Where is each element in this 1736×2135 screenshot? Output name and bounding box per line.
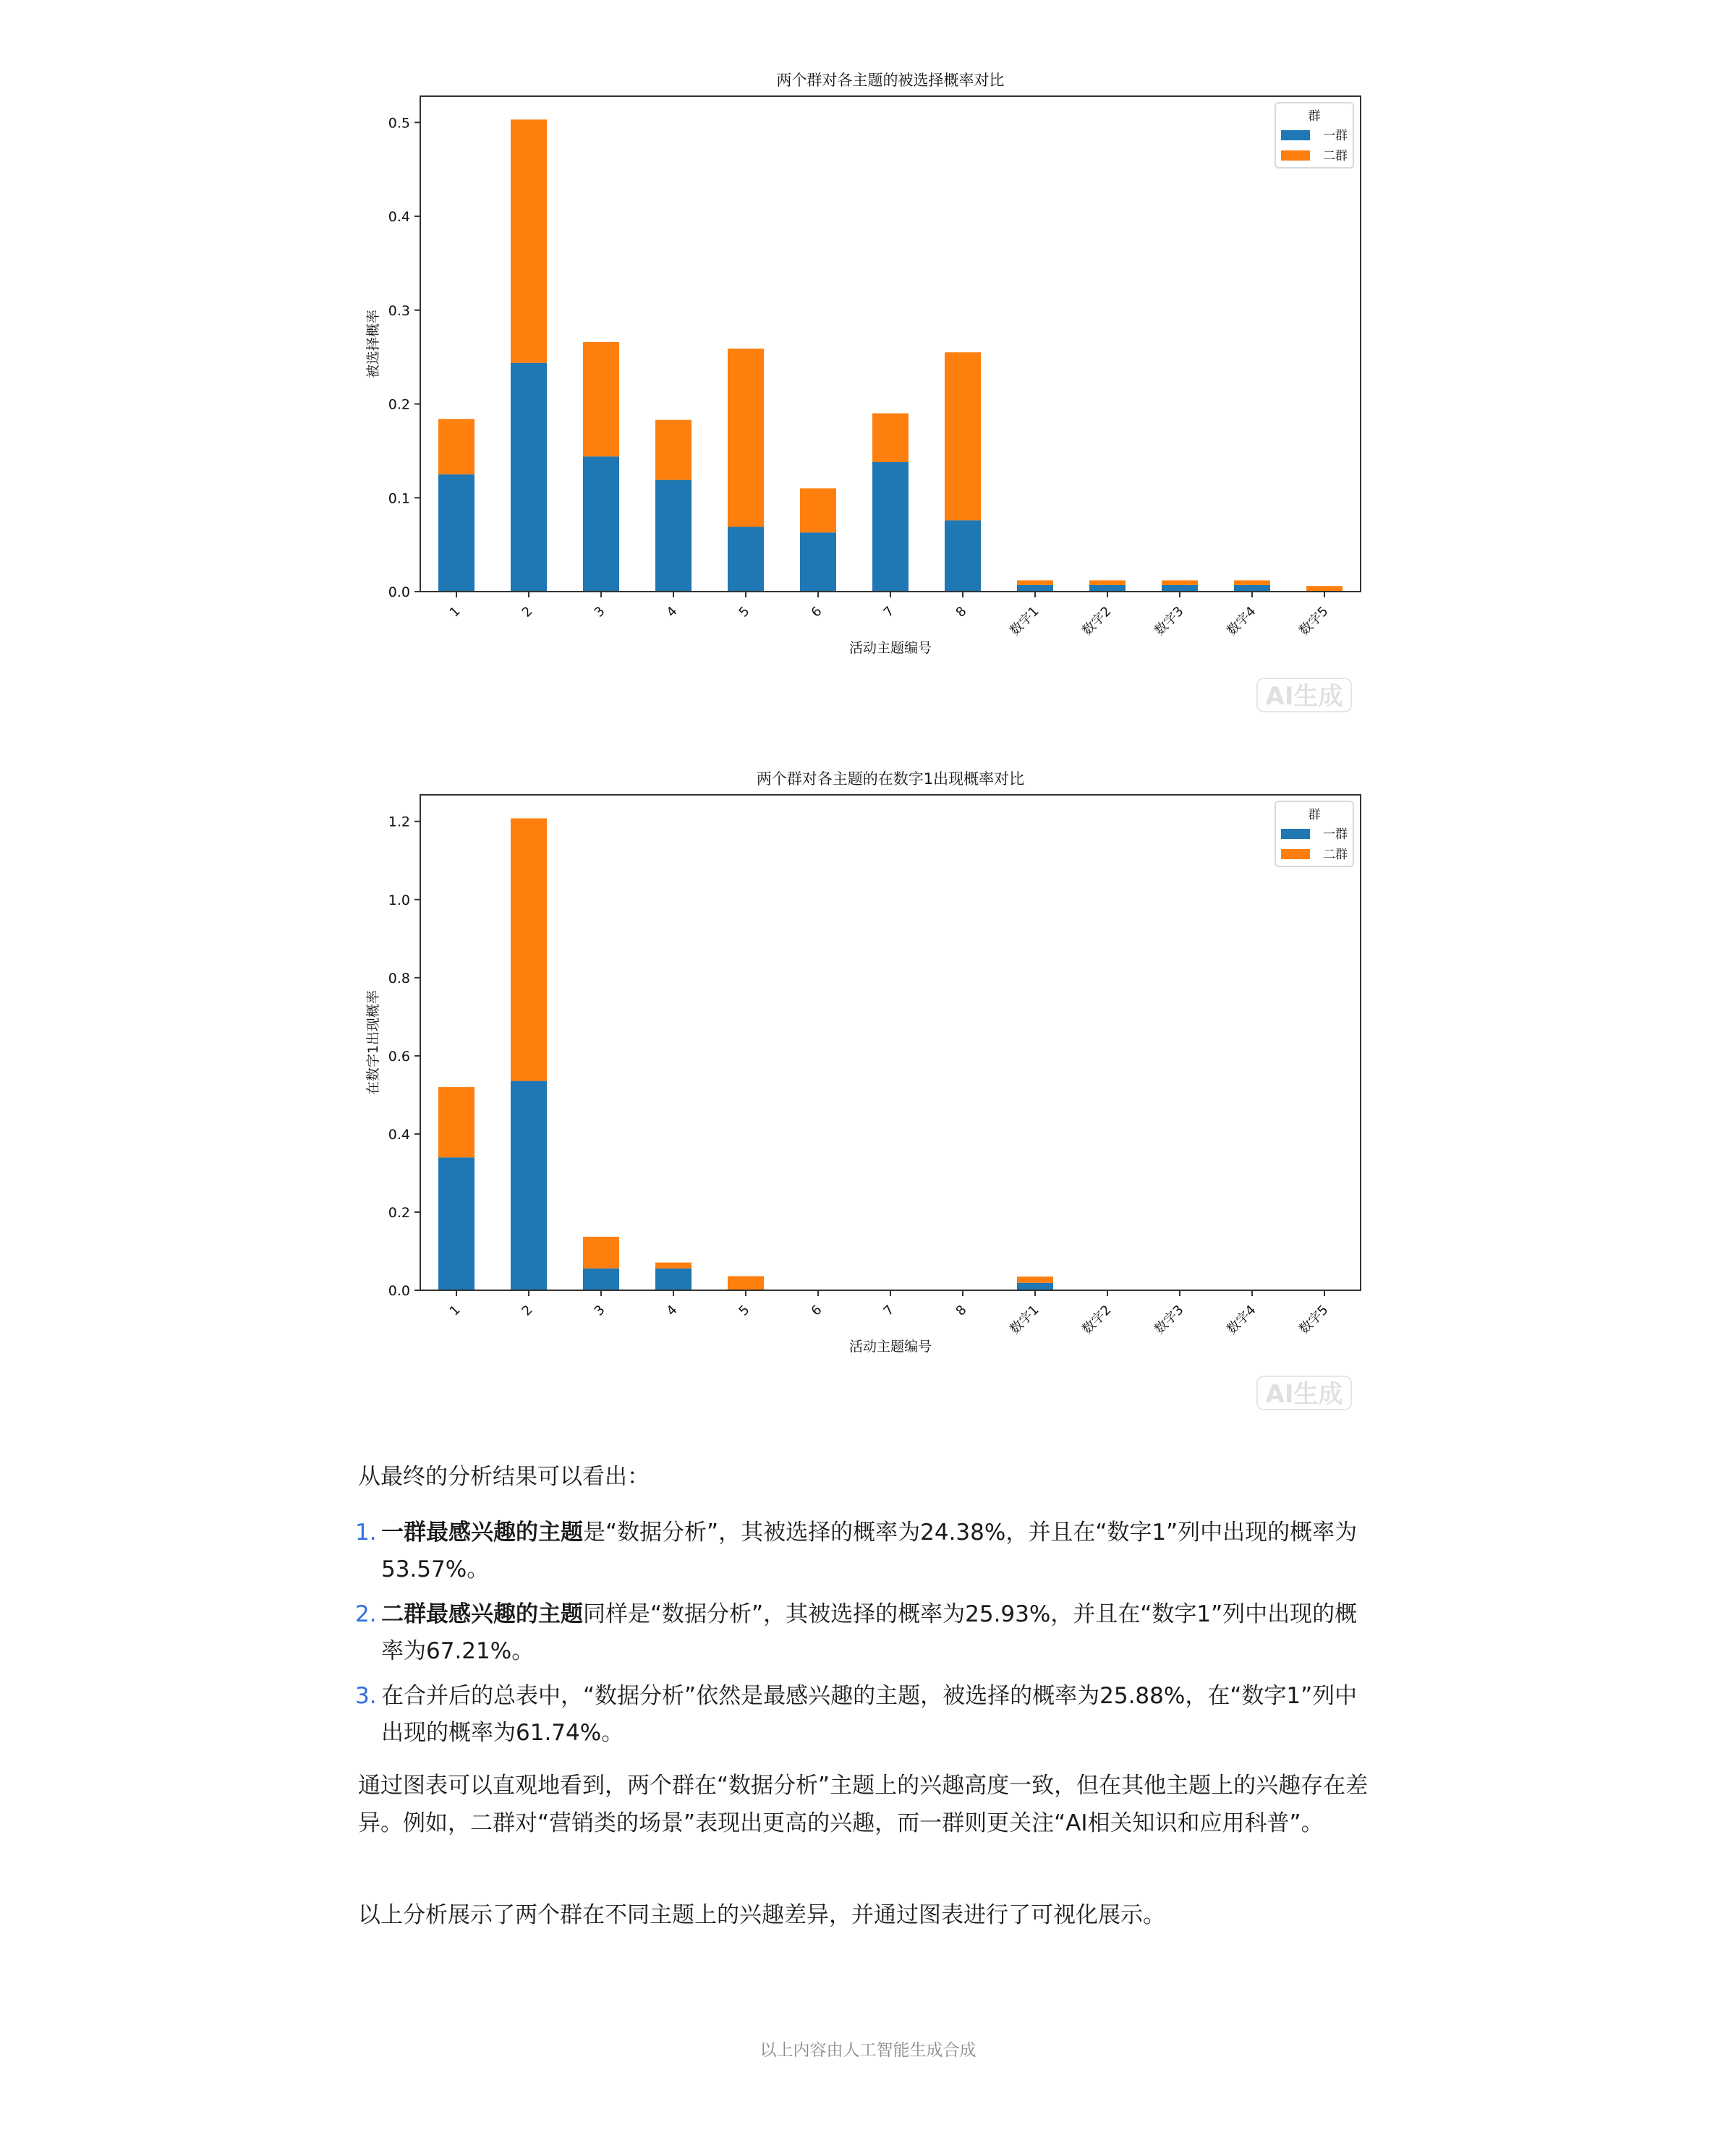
finding-text: 在合并后的总表中，“数据分析”依然是最感兴趣的主题，被选择的概率为25.88%，在“数字1”列中出现的概率为61.74%。 xyxy=(381,1683,1358,1746)
x-tick-label: 1 xyxy=(446,603,464,621)
y-tick-label: 0.0 xyxy=(388,1283,410,1299)
legend-label: 一群 xyxy=(1323,129,1348,143)
ai-generated-badge: AI生成 xyxy=(1256,678,1352,712)
chart-digit1-probability xyxy=(0,699,1736,1393)
bar-group2 xyxy=(1162,580,1198,584)
finding-text: 同样是“数据分析”，其被选择的概率为25.93%，并且在“数字1”列中出现的概率为67.21%。 xyxy=(381,1601,1358,1664)
bar-group2 xyxy=(511,119,547,362)
x-axis-label: 活动主题编号 xyxy=(848,640,932,656)
x-axis-label: 活动主题编号 xyxy=(848,1339,932,1355)
y-tick-label: 0.4 xyxy=(388,1126,410,1143)
legend-swatch-group2 xyxy=(1281,150,1310,161)
finding-bold: 一群最感兴趣的主题 xyxy=(381,1520,583,1546)
x-tick-label: 5 xyxy=(736,1302,753,1319)
bar-group2 xyxy=(872,414,909,462)
bar-group1 xyxy=(583,1269,619,1290)
y-axis-label: 被选择概率 xyxy=(365,309,381,379)
bar-group2 xyxy=(1234,580,1270,584)
x-tick-label: 6 xyxy=(808,1302,825,1319)
bar-group2 xyxy=(438,1087,475,1157)
x-tick-label: 4 xyxy=(663,1302,681,1319)
conclusion-paragraph: 以上分析展示了两个群在不同主题上的兴趣差异，并通过图表进行了可视化展示。 xyxy=(358,1902,1165,1928)
bar-group2 xyxy=(1017,580,1053,584)
bar-group2 xyxy=(438,419,475,474)
y-tick-label: 0.2 xyxy=(388,1204,410,1221)
y-tick-label: 0.1 xyxy=(388,490,410,507)
chart-selection-probability xyxy=(0,0,1736,694)
bar-group1 xyxy=(1162,585,1198,592)
bar-group1 xyxy=(1234,585,1270,592)
x-tick-label: 7 xyxy=(880,603,898,621)
legend-label: 一群 xyxy=(1323,827,1348,842)
y-tick-label: 0.6 xyxy=(388,1048,410,1065)
findings-list xyxy=(355,1514,1368,1760)
x-tick-label: 2 xyxy=(519,603,536,621)
legend-swatch-group1 xyxy=(1281,829,1310,839)
bar-group1 xyxy=(438,474,475,592)
x-tick-label: 6 xyxy=(808,603,825,621)
x-tick-label: 1 xyxy=(446,1302,464,1319)
bar-group2 xyxy=(1306,586,1343,592)
bar-group1 xyxy=(945,520,981,592)
x-tick-label: 数字2 xyxy=(1079,603,1115,639)
finding-item xyxy=(355,1678,1368,1752)
y-tick-label: 0.0 xyxy=(388,584,410,600)
y-tick-label: 0.4 xyxy=(388,209,410,226)
legend-swatch-group2 xyxy=(1281,849,1310,859)
x-tick-label: 5 xyxy=(736,603,753,621)
y-axis-label: 在数字1出现概率 xyxy=(365,989,381,1096)
x-tick-label: 7 xyxy=(880,1302,898,1319)
x-tick-label: 3 xyxy=(591,1302,608,1319)
finding-item xyxy=(355,1514,1368,1588)
bar-group1 xyxy=(438,1157,475,1290)
x-tick-label: 数字1 xyxy=(1007,603,1042,639)
legend-label: 二群 xyxy=(1323,848,1348,862)
x-tick-label: 4 xyxy=(663,603,681,621)
finding-bold: 二群最感兴趣的主题 xyxy=(381,1601,583,1627)
bar-group2 xyxy=(800,488,836,532)
x-tick-label: 数字4 xyxy=(1224,1302,1259,1338)
bar-group1 xyxy=(728,527,764,592)
bar-group1 xyxy=(800,532,836,592)
bar-group1 xyxy=(511,1081,547,1290)
legend-title: 群 xyxy=(1308,109,1321,124)
x-tick-label: 2 xyxy=(519,1302,536,1319)
list-number: 3. xyxy=(355,1683,377,1709)
y-tick-label: 0.2 xyxy=(388,396,410,413)
y-tick-label: 1.0 xyxy=(388,892,410,908)
list-number: 1. xyxy=(355,1520,377,1546)
x-tick-label: 数字1 xyxy=(1007,1302,1042,1338)
bar-group1 xyxy=(872,462,909,592)
bar-group1 xyxy=(511,363,547,592)
chart-title: 两个群对各主题的在数字1出现概率对比 xyxy=(756,770,1025,788)
ai-generated-badge: AI生成 xyxy=(1256,1376,1352,1410)
finding-item xyxy=(355,1596,1368,1670)
bar-group1 xyxy=(1089,585,1126,592)
chart-title: 两个群对各主题的被选择概率对比 xyxy=(776,72,1005,89)
x-tick-label: 数字5 xyxy=(1296,1302,1332,1338)
bar-group2 xyxy=(1017,1277,1053,1283)
bar-group2 xyxy=(511,819,547,1081)
bar-group2 xyxy=(945,352,981,520)
y-tick-label: 0.8 xyxy=(388,970,410,986)
x-tick-label: 数字2 xyxy=(1079,1302,1115,1338)
legend-swatch-group1 xyxy=(1281,130,1310,140)
finding-text: 是“数据分析”，其被选择的概率为24.38%，并且在“数字1”列中出现的概率为53.57%。 xyxy=(381,1520,1358,1582)
footer-disclaimer: 以上内容由人工智能生成合成 xyxy=(760,2041,977,2060)
legend-title: 群 xyxy=(1308,808,1321,822)
y-tick-label: 1.2 xyxy=(388,814,410,830)
x-tick-label: 3 xyxy=(591,603,608,621)
y-tick-label: 0.3 xyxy=(388,302,410,319)
legend-label: 二群 xyxy=(1323,149,1348,163)
bar-group2 xyxy=(655,420,692,480)
list-number: 2. xyxy=(355,1601,377,1627)
bar-group2 xyxy=(1089,580,1126,584)
x-tick-label: 数字3 xyxy=(1152,603,1187,639)
analysis-intro: 从最终的分析结果可以看出： xyxy=(358,1464,650,1490)
bar-group1 xyxy=(1017,585,1053,592)
bar-group2 xyxy=(728,1277,764,1290)
x-tick-label: 8 xyxy=(953,1302,970,1319)
bar-group1 xyxy=(655,480,692,592)
bar-group1 xyxy=(1017,1283,1053,1290)
summary-paragraph: 通过图表可以直观地看到，两个群在“数据分析”主题上的兴趣高度一致，但在其他主题上的兴趣存在差异。例如，二群对“营销类的场景”表现出更高的兴趣，而一群则更关注“AI相关知识和应用科普”。 xyxy=(358,1773,1369,1836)
x-tick-label: 数字5 xyxy=(1296,603,1332,639)
bar-group1 xyxy=(583,456,619,592)
bar-group2 xyxy=(583,342,619,456)
bar-group2 xyxy=(655,1263,692,1269)
x-tick-label: 8 xyxy=(953,603,970,621)
x-tick-label: 数字3 xyxy=(1152,1302,1187,1338)
bar-group2 xyxy=(728,349,764,527)
x-tick-label: 数字4 xyxy=(1224,603,1259,639)
bar-group2 xyxy=(583,1237,619,1269)
bar-group1 xyxy=(655,1269,692,1290)
y-tick-label: 0.5 xyxy=(388,115,410,132)
plot-frame xyxy=(420,795,1361,1290)
